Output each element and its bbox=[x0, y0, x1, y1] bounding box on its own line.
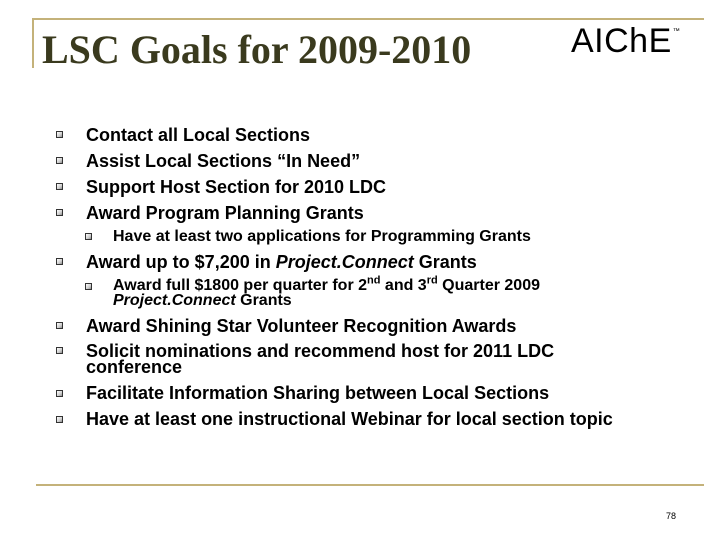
list-item: Contact all Local Sections bbox=[86, 125, 311, 145]
trademark-mark: ™ bbox=[672, 28, 681, 35]
bullet-icon bbox=[56, 258, 63, 265]
sub-bullet-icon bbox=[85, 233, 92, 240]
bullet-icon bbox=[56, 390, 63, 397]
list-item: Solicit nominations and recommend host for 2011 LDC bbox=[86, 341, 555, 361]
list-item: Facilitate Information Sharing between Local Sections bbox=[86, 383, 550, 403]
sub-bullet-icon bbox=[85, 283, 92, 290]
bullet-icon bbox=[56, 322, 63, 329]
list-item: Award Shining Star Volunteer Recognition Awards bbox=[86, 316, 517, 336]
bullet-icon bbox=[56, 131, 63, 138]
item-emphasis: Project.Connect bbox=[113, 292, 236, 309]
list-item: Support Host Section for 2010 LDC bbox=[86, 177, 387, 197]
item-emphasis: Project.Connect bbox=[275, 252, 414, 272]
page-number: 78 bbox=[666, 511, 677, 521]
bullet-icon bbox=[56, 347, 63, 354]
aiche-logo bbox=[571, 22, 680, 61]
bullet-icon bbox=[56, 209, 63, 216]
item-text: Grants bbox=[413, 252, 477, 272]
item-text: Award up to $7,200 in bbox=[86, 252, 276, 272]
list-item-continuation: conference bbox=[86, 357, 183, 377]
item-text: Grants bbox=[235, 292, 292, 309]
bullet-icon bbox=[56, 183, 63, 190]
slide-title: LSC Goals for 2009-2010 bbox=[42, 27, 472, 72]
item-text: Award full $1800 per quarter for 2 bbox=[113, 277, 368, 294]
top-accent-rule bbox=[32, 18, 704, 20]
superscript: nd bbox=[367, 274, 381, 287]
list-item: Award Program Planning Grants bbox=[86, 203, 364, 223]
sub-list-item: Have at least two applications for Programming Grants bbox=[113, 228, 531, 245]
superscript: rd bbox=[426, 274, 438, 287]
list-item bbox=[86, 252, 477, 272]
list-item: Assist Local Sections “In Need” bbox=[86, 151, 361, 171]
bullet-icon bbox=[56, 416, 63, 423]
sub-list-item-continuation bbox=[113, 293, 292, 309]
bullet-icon bbox=[56, 157, 63, 164]
logo-text: AIChE bbox=[571, 22, 672, 60]
item-text: Quarter 2009 bbox=[437, 277, 540, 294]
bottom-accent-rule bbox=[36, 484, 704, 486]
left-accent-rule bbox=[32, 18, 34, 68]
item-text: and 3 bbox=[380, 277, 427, 294]
list-item: Have at least one instructional Webinar for local section topic bbox=[86, 409, 613, 429]
